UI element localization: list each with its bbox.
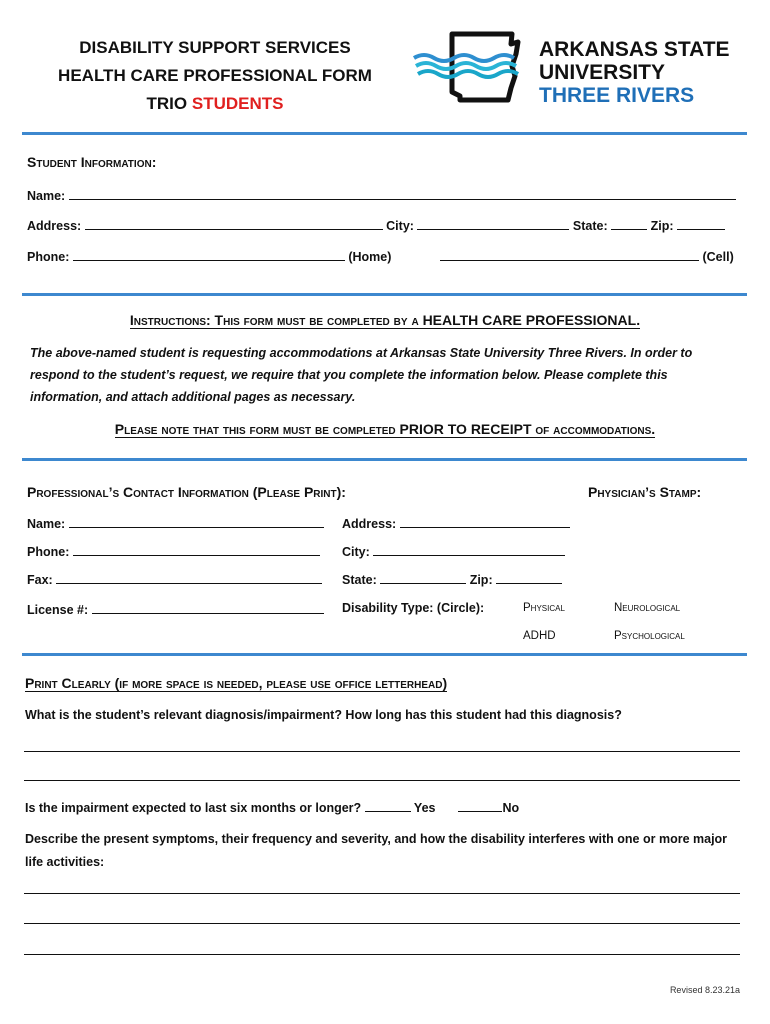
university-logo <box>412 30 752 112</box>
prof-name-row <box>27 515 324 531</box>
no-label: No <box>502 801 520 815</box>
divider <box>22 458 747 461</box>
symptoms-answer-line-2[interactable] <box>24 923 740 924</box>
student-name-label: Name: <box>27 189 66 203</box>
divider <box>22 293 747 296</box>
instructions-heading <box>0 312 770 328</box>
student-zip-field[interactable] <box>677 217 725 230</box>
title-students: STUDENTS <box>191 94 284 113</box>
student-cell-row <box>440 248 734 264</box>
student-home-label: (Home) <box>348 250 392 264</box>
student-info-heading: Student Information: <box>27 154 157 170</box>
logo-line-2: UNIVERSITY <box>539 61 666 84</box>
divider <box>22 653 747 656</box>
prof-state-label: State: <box>342 573 377 587</box>
symptoms-question: Describe the present symptoms, their frequency and severity, and how the disability interferes with one or more major life activities: <box>25 832 728 869</box>
student-address-label: Address: <box>27 219 82 233</box>
student-city-field[interactable] <box>417 217 569 230</box>
student-cell-phone-field[interactable] <box>440 248 699 261</box>
prof-license-label: License #: <box>27 603 89 617</box>
prof-phone-label: Phone: <box>27 545 70 559</box>
logo-text <box>539 38 730 107</box>
disability-type-physical[interactable]: Physical <box>523 602 565 614</box>
prof-zip-field[interactable] <box>496 571 562 584</box>
instructions-paragraph: The above-named student is requesting accommodations at Arkansas State University Three Rivers. In order to respond to the student’s request, we require that you complete the information below. Please complete this information, and attach additional pages as necessary. <box>30 346 693 404</box>
instructions-heading-text <box>130 312 640 329</box>
prof-license-row <box>27 601 324 617</box>
print-clearly-heading <box>25 675 447 691</box>
prof-phone-field[interactable] <box>73 543 320 556</box>
student-state-field[interactable] <box>611 217 647 230</box>
duration-question-row <box>25 799 519 815</box>
form-title <box>30 34 400 118</box>
diagnosis-answer-line-1[interactable] <box>24 751 740 752</box>
student-address-field[interactable] <box>85 217 383 230</box>
diagnosis-answer-line-2[interactable] <box>24 780 740 781</box>
professional-heading: Professional’s Contact Information (Please Print): <box>27 484 346 500</box>
student-name-field[interactable] <box>69 187 736 200</box>
symptoms-answer-line-3[interactable] <box>24 954 740 955</box>
prof-state-zip-row <box>342 571 562 587</box>
student-zip-label: Zip: <box>650 219 674 233</box>
instructions-heading-part2: HEALTH CARE PROFESSIONAL. <box>422 312 641 328</box>
title-line-3 <box>30 90 400 118</box>
prof-phone-row <box>27 543 320 559</box>
yes-answer-field[interactable] <box>365 799 411 812</box>
prof-address-label: Address: <box>342 517 397 531</box>
student-name-row <box>27 187 736 203</box>
logo-line-1: ARKANSAS STATE <box>539 38 730 61</box>
receipt-note-part3: of accommodations. <box>535 421 656 437</box>
prof-license-field[interactable] <box>92 601 324 614</box>
prof-fax-label: Fax: <box>27 573 53 587</box>
student-phone-label: Phone: <box>27 250 70 264</box>
revised-date: Revised 8.23.21a <box>669 985 740 995</box>
prof-fax-field[interactable] <box>56 571 322 584</box>
receipt-note-part2: PRIOR TO RECEIPT <box>399 421 532 437</box>
student-city-label: City: <box>386 219 414 233</box>
title-line-2: HEALTH CARE PROFESSIONAL FORM <box>58 66 372 85</box>
student-phone-row <box>27 248 391 264</box>
prof-fax-row <box>27 571 322 587</box>
student-address-row <box>27 217 725 233</box>
prof-name-label: Name: <box>27 517 66 531</box>
disability-type-label: Disability Type: (Circle): <box>342 601 485 615</box>
receipt-note-text <box>115 421 655 438</box>
disability-type-neurological[interactable]: Neurological <box>614 602 681 614</box>
divider <box>22 132 747 135</box>
title-trio: TRIO <box>146 94 188 113</box>
disability-type-adhd[interactable]: ADHD <box>523 630 556 642</box>
prof-name-field[interactable] <box>69 515 324 528</box>
prof-zip-label: Zip: <box>469 573 493 587</box>
no-answer-field[interactable] <box>458 799 502 812</box>
prof-address-field[interactable] <box>400 515 570 528</box>
receipt-note <box>0 421 770 437</box>
print-clearly-text: Print Clearly (if more space is needed, please use office letterhead) <box>25 675 448 691</box>
logo-line-3: THREE RIVERS <box>539 84 695 107</box>
instructions-heading-part1: Instructions: This form must be completed by a <box>129 312 419 328</box>
prof-city-row <box>342 543 565 559</box>
student-home-phone-field[interactable] <box>73 248 345 261</box>
symptoms-answer-line-1[interactable] <box>24 893 740 894</box>
student-state-label: State: <box>572 219 608 233</box>
title-line-1: DISABILITY SUPPORT SERVICES <box>79 38 351 57</box>
arkansas-state-map-icon <box>412 30 536 110</box>
prof-city-label: City: <box>342 545 370 559</box>
prof-address-row <box>342 515 570 531</box>
prof-city-field[interactable] <box>373 543 565 556</box>
diagnosis-question: What is the student’s relevant diagnosis/impairment? How long has this student had this diagnosis? <box>25 708 622 722</box>
prof-state-field[interactable] <box>380 571 466 584</box>
yes-label: Yes <box>413 801 436 815</box>
duration-question: Is the impairment expected to last six months or longer? <box>25 801 362 815</box>
disability-type-psychological[interactable]: Psychological <box>614 630 685 642</box>
receipt-note-part1: Please note that this form must be completed <box>114 421 396 437</box>
stamp-heading: Physician’s Stamp: <box>588 484 702 500</box>
student-cell-label: (Cell) <box>702 250 734 264</box>
